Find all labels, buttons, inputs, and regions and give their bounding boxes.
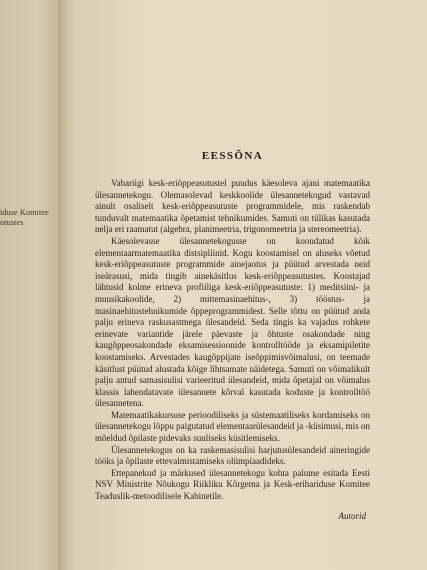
- paragraph: Ülesannetekogus on ka raskemasisulisi harjutusülesandeid aineringide tööks ja õpilaste ettevalmistamiseks olümpiaadideks.: [95, 444, 370, 467]
- signature: Autorid: [338, 510, 366, 521]
- paragraph: Matemaatikakursuse perioodiliseks ja süstemaatiliseks kordamiseks on ülesannetekogu lõppu paigutatud elementaarülesandeid ja -küsimusi, mis on mõeldud õpilaste pidevaks suuliseks küsitlemiseks.: [95, 409, 370, 444]
- left-page: [0, 0, 62, 570]
- page-title: EESSÕNA: [201, 150, 264, 162]
- left-page-text-fragment: [0, 208, 60, 228]
- paragraph: Vabariigi kesk-eriõppeasutustel puudus käesoleva ajani matemaatika ülesannetekogu. Olemasolevad keskkoolide ülesannetekogud vastavad ainult osaliselt kesk-eriõppeasutuste programmidele, mis raskendab tunduvalt matemaatika õpetamist tehnikumides. Samuti on tülikas kasutada nelja eri raamatut (algebra, planimeetria, trigonomeetria ja stereomeetria).: [95, 178, 370, 235]
- preface-content: [95, 150, 370, 521]
- paragraph: Ettepanekud ja märkused ülesannetekogu kohta palume esitada Eesti NSV Ministrite Nõukogu Riikliku Kõrgema ja Kesk-eriharidusе Komitee Teaduslik-metoodilisele Kabinetile.: [95, 467, 370, 502]
- left-page-line: iduse Komitee: [0, 208, 49, 217]
- paragraph: Käesolevasse ülesannetekogusse on koondatud kõik elementaarmatemaatika distsipliinid. Kogu koostamisel on aluseks võetud kesk-eriõppeasutuste programmide ainejaotus ja püütud arvestada neid iseärasusi, mida tingib ainekäsitlus kesk-eriõppeasutustes. Koostajad lähtusid kolme erineva profiiliga kesk-eriõppeasutuste: 1) meditsiini- ja muusikakoolide, 2) mittemasinaehitus-, 3) tööstus- ja masinaehitustehnikumide õppeprogrammidest. Selle tõttu on püütud anda palju erineva raskusastmega ülesandeid. Seda tingis ka vajadus rohkete erinevate variantide järele päevaste ja õhtuste osakondade ning kaugõppeosakondade eksamisessioonide kontrolltööde ja eksamipiletite koostamiseks. Arvestades kaugõppijate iseõppimisvõimalusi, on teemade käsitlust püütud alustada kõige lihtsamate näidetega. Samuti on võimalikult palju antud samasisulisi varieeritud ülesandeid, mida õpetajal on võimalus klassis lahendatavate ülesannete kõrval kasutada koduste ja kontrolltöö ülesannetena.: [95, 235, 370, 409]
- book-gutter: [58, 0, 80, 570]
- left-page-line: utustes: [0, 218, 24, 227]
